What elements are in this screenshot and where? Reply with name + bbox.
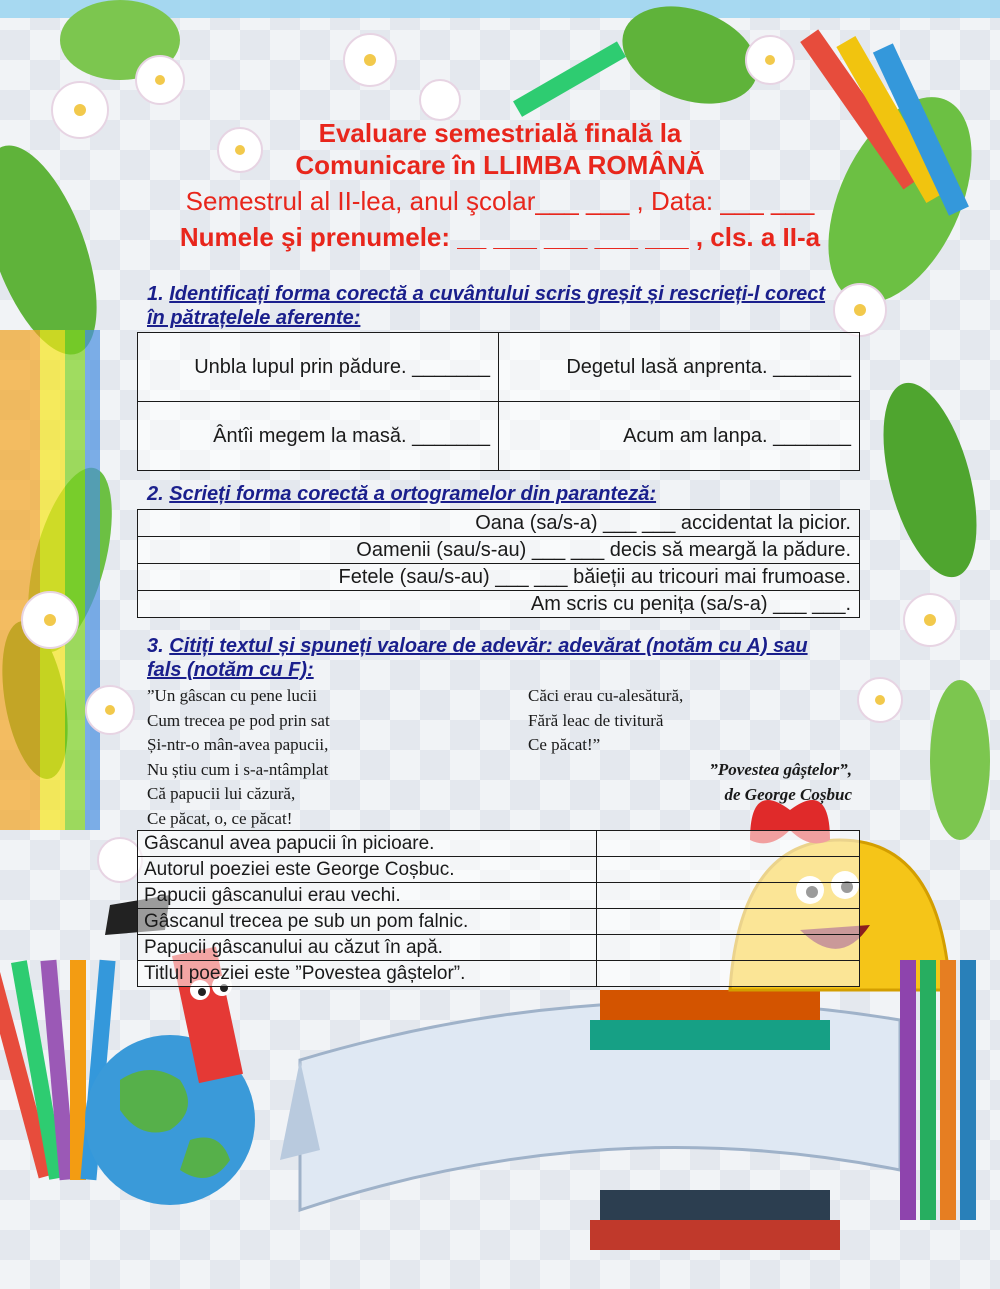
answer-cell[interactable]: [597, 857, 860, 883]
statement: Papucii gâscanului erau vechi.: [138, 883, 597, 909]
q1-cell[interactable]: Degetul lasă anprenta. _______: [499, 333, 860, 402]
answer-cell[interactable]: [597, 831, 860, 857]
statement: Papucii gâscanului au căzut în apă.: [138, 935, 597, 961]
poem-line: Căci erau cu-alesătură,: [528, 686, 684, 705]
answer-cell[interactable]: [597, 909, 860, 935]
poem-author: de George Coșbuc: [724, 784, 852, 804]
poem-line: Ce păcat, o, ce păcat!: [147, 808, 293, 828]
student-name-line: Numele şi prenumele: __ ___ ___ ___ ___ , cls. a II-a: [179, 222, 821, 252]
q1-number: 1.: [147, 283, 164, 305]
poem-line: Că papucii lui căzură,: [147, 784, 296, 803]
statement: Gâscanul trecea pe sub un pom falnic.: [138, 909, 597, 935]
answer-cell[interactable]: [597, 883, 860, 909]
poem-left-column: [147, 684, 330, 831]
poem-right-column: [528, 684, 683, 758]
q2-row[interactable]: Am scris cu penița (sa/s-a) ___ ___.: [138, 591, 860, 618]
q2-table: [137, 509, 860, 618]
q2-row[interactable]: Oamenii (sau/s-au) ___ ___ decis să meargă la pădure.: [138, 537, 860, 564]
title-line-1: Evaluare semestrială finală la: [318, 118, 682, 148]
answer-cell[interactable]: [597, 935, 860, 961]
q2-heading: [147, 482, 847, 506]
q3-instructions: Citiți textul și spuneți valoare de adevăr: adevărat (notăm cu A) sau fals (notăm cu F):: [147, 635, 808, 681]
statement: Titlul poeziei este ”Povestea gâștelor”.: [138, 961, 597, 987]
statement: Autorul poeziei este George Coșbuc.: [138, 857, 597, 883]
answer-cell[interactable]: [597, 961, 860, 987]
q2-instructions: Scrieți forma corectă a ortogramelor din paranteză:: [169, 483, 657, 505]
q3-table: [137, 830, 860, 987]
title-line-2: Comunicare în LLIMBA ROMÂNĂ: [295, 150, 705, 180]
q1-instructions: Identificați forma corectă a cuvântului scris greșit și rescrieți-l corect în pătrațelele aferente:: [147, 283, 826, 329]
q1-cell[interactable]: Acum am lanpa. _______: [499, 402, 860, 471]
q2-row[interactable]: Fetele (sau/s-au) ___ ___ băieții au tricouri mai frumoase.: [138, 564, 860, 591]
poem-title: ”Povestea gâștelor”,: [709, 760, 852, 779]
q3-heading: [147, 634, 847, 682]
q2-number: 2.: [147, 483, 164, 505]
rainbow-swirl-left: [0, 330, 100, 830]
q1-heading: [147, 282, 847, 330]
poem-line: Cum trecea pe pod prin sat: [147, 710, 330, 730]
poem-line: Și-ntr-o mân-avea papucii,: [147, 735, 329, 754]
semester-line: Semestrul al II-lea, anul şcolar___ ___ , Data: ___ ___: [185, 186, 815, 216]
q1-table: [137, 332, 860, 471]
q2-row[interactable]: Oana (sa/s-a) ___ ___ accidentat la picior.: [138, 510, 860, 537]
q3-number: 3.: [147, 635, 164, 657]
q1-cell[interactable]: Ântîi megem la masă. _______: [138, 402, 499, 471]
statement: Gâscanul avea papucii în picioare.: [138, 831, 597, 857]
poem-line: ”Un gâscan cu pene lucii: [147, 686, 317, 705]
q1-cell[interactable]: Unbla lupul prin pădure. _______: [138, 333, 499, 402]
poem-line: Ce păcat!”: [528, 735, 601, 754]
poem-source: [709, 758, 852, 807]
pencils-bottom-right: [900, 960, 976, 1220]
poem-line: Fără leac de tivitură: [528, 710, 664, 730]
poem-line: Nu știu cum i s-a-ntâmplat: [147, 759, 329, 779]
